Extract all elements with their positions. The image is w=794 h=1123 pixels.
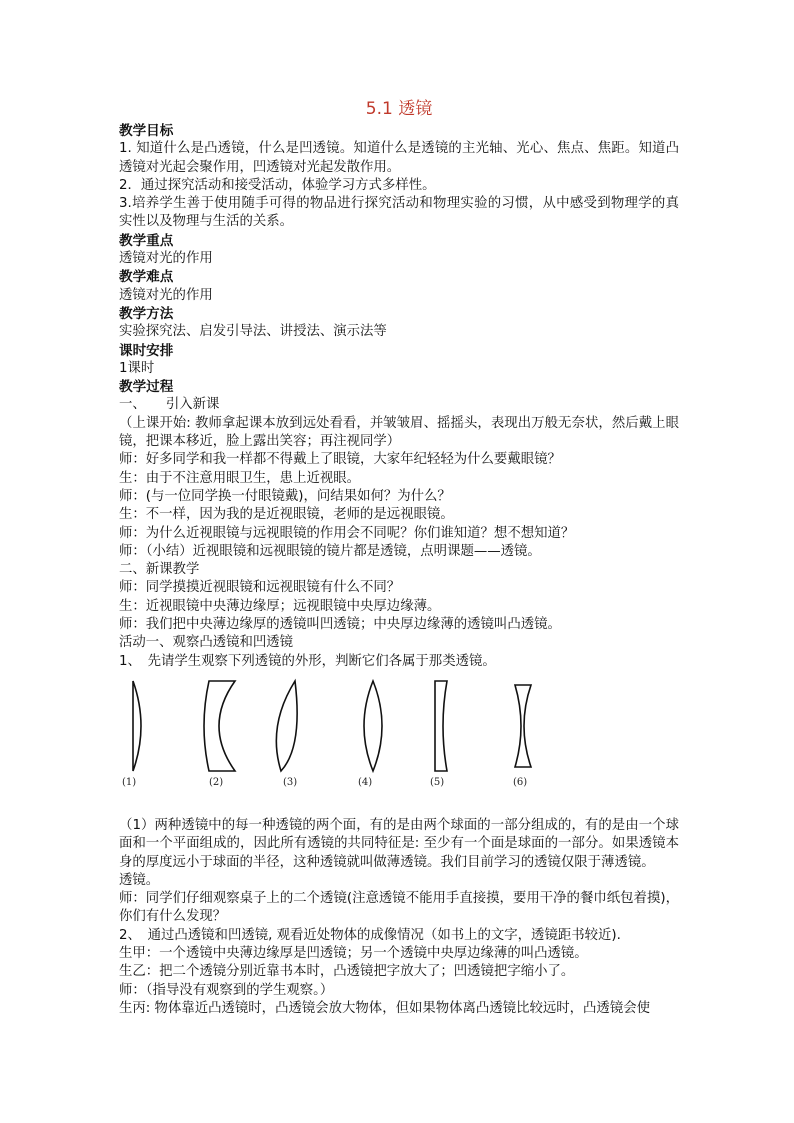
paragraph: 生丙: 物体靠近凸透镜时，凸透镜会放大物体，但如果物体离凸透镜比较远时，凸透镜会使: [119, 1000, 650, 1016]
paragraph: 生：近视眼镜中央薄边缘厚；远视眼镜中央厚边缘薄。: [119, 598, 441, 614]
paragraph: 透镜对光的作用: [119, 287, 213, 303]
lens-shape-3: [276, 681, 297, 771]
paragraph: 师：同学们仔细观察桌子上的二个透镜(注意透镜不能用手直接摸，要用干净的餐巾纸包着摸)，你们有什么发现？: [119, 891, 679, 925]
paragraph: 生甲：一个透镜中央薄边缘厚是凹透镜；另一个透镜中央厚边缘薄的叫凸透镜。: [119, 945, 588, 961]
paragraph: 师：为什么近视眼镜与远视眼镜的作用会不同呢？你们谁知道？想不想知道？: [119, 525, 575, 541]
page-title: 5.1 透镜: [365, 99, 433, 119]
section-heading-process: 教学过程: [119, 379, 174, 396]
paragraph: 师：好多同学和我一样都不得戴上了眼镜，大家年纪轻轻为什么要戴眼镜？: [119, 452, 561, 468]
paragraph: 2、 通过凸透镜和凹透镜, 观看近处物体的成像情况（如书上的文字，透镜距书较近).: [119, 927, 621, 943]
lens-drawings: [119, 677, 679, 777]
paragraph: 透镜。: [119, 872, 160, 888]
section-heading-difficulties: 教学难点: [119, 269, 174, 286]
lens-label-6: (6): [513, 776, 528, 788]
lens-label-4: (4): [358, 776, 373, 788]
paragraph: 师：(与一位同学换一付眼镜戴)，问结果如何？为什么？: [119, 488, 451, 504]
lens-label-5: (5): [430, 776, 445, 788]
paragraph: 1. 知道什么是凸透镜，什么是凹透镜。知道什么是透镜的主光轴、光心、焦点、焦距。知道凸透镜对光起会聚作用，凹透镜对光起发散作用。: [119, 141, 679, 175]
lens-shape-1: [133, 681, 141, 771]
lens-label-3: (3): [283, 776, 298, 788]
paragraph: 生：由于不注意用眼卫生，患上近视眼。: [119, 470, 361, 486]
paragraph: 一、 引入新课: [119, 397, 220, 413]
paragraph: 活动一、观察凸透镜和凹透镜: [119, 635, 294, 651]
lens-shape-2: [204, 681, 235, 771]
lens-shape-4: [364, 681, 382, 771]
paragraph: （1）两种透镜中的每一种透镜的两个面，有的是由两个球面的一部分组成的，有的是由一个球面和一个平面组成的，因此所有透镜的共同特征是: 至少有一个面是球面的一部分。如果透镜本身的厚度远小于球面的半径，这种透镜就叫做薄透镜。我们目前学习的透镜仅限于薄透镜。: [119, 817, 679, 870]
document-body: [119, 98, 679, 1018]
paragraph: 师：同学摸摸近视眼镜和远视眼镜有什么不同？: [119, 580, 401, 596]
paragraph: 师：（小结）近视眼镜和远视眼镜的镜片都是透镜，点明课题——透镜。: [119, 543, 541, 559]
paragraph: 二、新课教学: [119, 562, 200, 578]
paragraph: 师：我们把中央薄边缘厚的透镜叫凹透镜；中央厚边缘薄的透镜叫凸透镜。: [119, 617, 561, 633]
paragraph: 实验探究法、启发引导法、讲授法、演示法等: [119, 324, 387, 340]
paragraph: 1、 先请学生观察下列透镜的外形，判断它们各属于那类透镜。: [119, 653, 496, 669]
paragraph: 透镜对光的作用: [119, 251, 213, 267]
paragraph: （上课开始: 教师拿起课本放到远处看看，并皱皱眉、摇摇头，表现出万般无奈状，然后戴上眼镜，把课本移近，脸上露出笑容；再注视同学）: [119, 415, 679, 450]
paragraph: 2．通过探究活动和接受活动，体验学习方式多样性。: [119, 177, 436, 193]
section-heading-methods: 教学方法: [119, 305, 174, 322]
section-heading-goals: 教学目标: [119, 123, 174, 139]
lens-shape-6: [515, 685, 531, 767]
lens-figure: [119, 677, 679, 805]
section-heading-schedule: 课时安排: [119, 342, 174, 359]
paragraph: 生：不一样，因为我的是近视眼镜，老师的是远视眼镜。: [119, 507, 454, 523]
section-heading-key-points: 教学重点: [119, 232, 174, 249]
lens-label-2: (2): [209, 776, 224, 788]
paragraph: 师：（指导没有观察到的学生观察。）: [119, 982, 334, 998]
lens-label-1: (1): [122, 776, 137, 788]
paragraph: 3.培养学生善于使用随手可得的物品进行探究活动和物理实验的习惯，从中感受到物理学的真实性以及物理与生活的关系。: [119, 196, 679, 230]
paragraph: 1课时: [119, 360, 155, 376]
lens-shape-5: [435, 681, 447, 771]
paragraph: 生乙：把二个透镜分别近靠书本时，凸透镜把字放大了；凹透镜把字缩小了。: [119, 964, 575, 980]
